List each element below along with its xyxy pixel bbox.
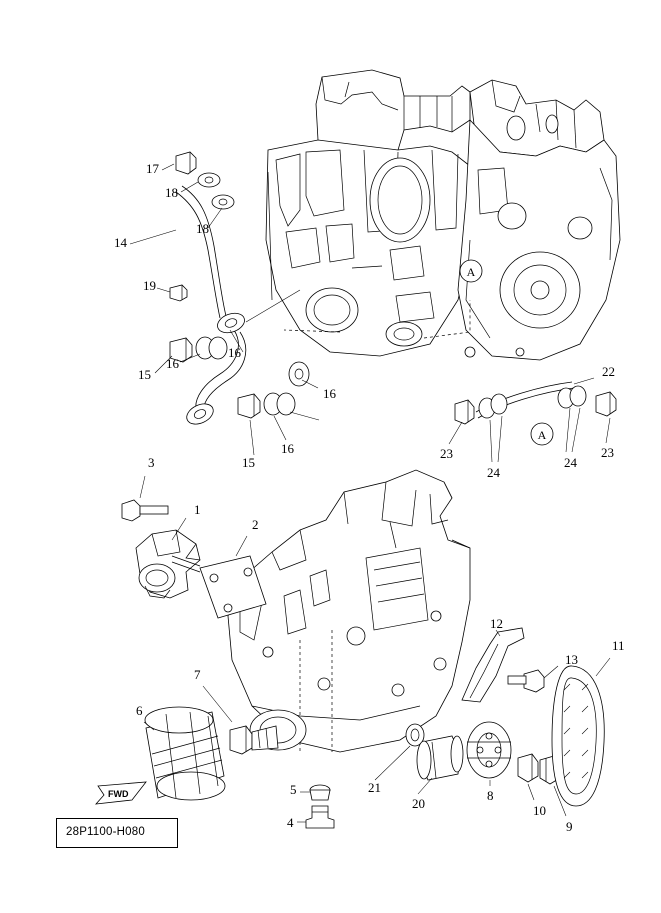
callout-3: 3 [148,455,155,470]
callout-19: 19 [143,278,156,293]
callout-8: 8 [487,788,494,803]
callout-21: 21 [368,780,381,795]
oil-pump-assembly [122,476,266,618]
callout-23-b: 23 [601,445,614,460]
upper-engine-body [266,70,620,360]
callout-16-d: 16 [281,441,294,456]
callout-4: 4 [287,815,294,830]
callout-11: 11 [612,638,625,653]
callout-12: 12 [490,616,503,631]
callout-15-b: 15 [242,455,255,470]
callout-5: 5 [290,782,297,797]
callout-18-b: 18 [196,221,209,236]
callout-23-a: 23 [440,446,453,461]
drive-sprocket-chain-group [462,628,610,816]
callout-9: 9 [566,819,573,834]
callout-18-a: 18 [165,185,178,200]
callout-2: 2 [252,517,259,532]
callout-13: 13 [565,652,578,667]
svg-text:A: A [466,265,476,279]
callout-10: 10 [533,803,546,818]
callout-22: 22 [602,364,615,379]
callout-17: 17 [146,161,159,176]
callout-16-b: 16 [166,356,179,371]
callout-6: 6 [136,703,143,718]
lower-crankcase-body [228,470,470,752]
callout-24-b: 24 [564,455,577,470]
callout-24-a: 24 [487,465,500,480]
callout-7: 7 [194,667,201,682]
part-code-text: 28P1100-H080 [66,826,145,838]
callout-14: 14 [114,235,127,250]
callout-16-c: 16 [323,386,336,401]
fwd-label: FWD [108,789,129,799]
callout-1: 1 [194,502,201,517]
svg-text:A: A [537,428,547,442]
callout-16-a: 16 [228,345,241,360]
callout-20: 20 [412,796,425,811]
callout-15-a: 15 [138,367,151,382]
